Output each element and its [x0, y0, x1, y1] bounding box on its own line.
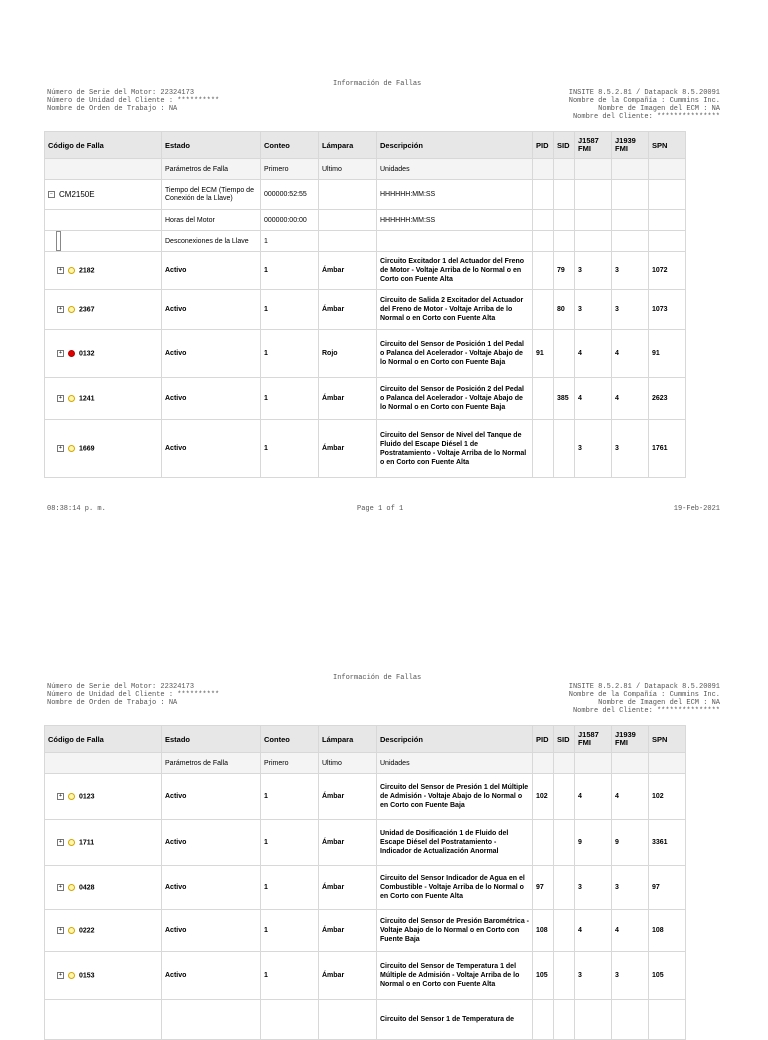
subheader-cell: Ultimo — [319, 159, 377, 180]
param-label: Horas del Motor — [162, 210, 261, 231]
fault-pid — [533, 420, 554, 478]
fault-lamp: Ámbar — [319, 420, 377, 478]
fault-j1587-fmi: 4 — [575, 774, 612, 820]
fault-status: Activo — [162, 774, 261, 820]
fault-sid — [554, 420, 575, 478]
col-header: Estado — [162, 132, 261, 159]
col-header: SPN — [649, 726, 686, 753]
fault-lamp — [319, 1000, 377, 1040]
expand-icon[interactable]: + — [57, 972, 64, 979]
col-header: SID — [554, 726, 575, 753]
param-value: 1 — [261, 231, 319, 252]
col-header: J1587 FMI — [575, 132, 612, 159]
fault-count: 1 — [261, 820, 319, 866]
fault-status: Activo — [162, 866, 261, 910]
customer-name: Nombre del Cliente: *************** — [572, 113, 720, 121]
fault-j1939-fmi: 3 — [612, 420, 649, 478]
fault-sid — [554, 866, 575, 910]
fault-row[interactable] — [45, 952, 686, 1000]
fault-code-cell[interactable] — [45, 378, 162, 420]
footer-time: 08:38:14 p. m. — [47, 505, 106, 513]
customer-unit: Número de Unidad del Cliente : ********** — [47, 97, 220, 105]
fault-count: 1 — [261, 252, 319, 290]
fault-code: 1711 — [79, 839, 95, 847]
col-header: SPN — [649, 132, 686, 159]
fault-sid — [554, 820, 575, 866]
fault-j1939-fmi: 9 — [612, 820, 649, 866]
fault-code-cell[interactable] — [45, 774, 162, 820]
col-header: Código de Falla — [45, 132, 162, 159]
fault-status — [162, 1000, 261, 1040]
fault-sid — [554, 952, 575, 1000]
collapse-icon[interactable]: − — [48, 191, 55, 198]
report-title: Información de Fallas — [333, 80, 422, 88]
fault-count: 1 — [261, 378, 319, 420]
fault-row[interactable] — [45, 1000, 686, 1040]
report-title: Información de Fallas — [333, 674, 422, 682]
fault-status: Activo — [162, 820, 261, 866]
table-subheader-row — [45, 753, 686, 774]
amber-lamp-icon — [68, 927, 75, 934]
fault-spn: 97 — [649, 866, 686, 910]
fault-description: Circuito del Sensor de Nivel del Tanque de Fluido del Escape Diésel 1 de Postratamiento - Voltaje Arriba de lo Normal o en Corto con Fuente Alta — [377, 420, 533, 478]
col-header: Lámpara — [319, 132, 377, 159]
fault-code-cell[interactable] — [45, 910, 162, 952]
company-name: Nombre de la Compañía : Cummins Inc. — [568, 691, 720, 699]
param-value: 000000:00:00 — [261, 210, 319, 231]
fault-code: 2367 — [79, 306, 95, 314]
fault-j1587-fmi: 3 — [575, 866, 612, 910]
selection-box-icon — [56, 231, 61, 251]
fault-spn: 105 — [649, 952, 686, 1000]
fault-pid — [533, 378, 554, 420]
fault-row[interactable] — [45, 330, 686, 378]
fault-lamp: Ámbar — [319, 774, 377, 820]
fault-sid: 80 — [554, 290, 575, 330]
fault-lamp: Ámbar — [319, 290, 377, 330]
fault-code-cell[interactable] — [45, 952, 162, 1000]
fault-sid — [554, 1000, 575, 1040]
engine-serial: Número de Serie del Motor: 22324173 — [47, 683, 195, 691]
amber-lamp-icon — [68, 972, 75, 979]
fault-spn: 1073 — [649, 290, 686, 330]
amber-lamp-icon — [68, 445, 75, 452]
engine-info-left — [47, 683, 219, 707]
fault-code-cell[interactable] — [45, 1000, 162, 1040]
fault-lamp: Ámbar — [319, 866, 377, 910]
fault-j1587-fmi: 3 — [575, 420, 612, 478]
fault-code-cell[interactable] — [45, 866, 162, 910]
insite-version: INSITE 8.5.2.81 / Datapack 8.5.20091 — [568, 683, 720, 691]
customer-unit: Número de Unidad del Cliente : ********** — [47, 691, 220, 699]
fault-count: 1 — [261, 866, 319, 910]
col-header: PID — [533, 726, 554, 753]
fault-status: Activo — [162, 420, 261, 478]
fault-row[interactable] — [45, 820, 686, 866]
col-header: J1939 FMI — [612, 132, 649, 159]
amber-lamp-icon — [68, 839, 75, 846]
fault-description: Circuito del Sensor de Posición 1 del Pedal o Palanca del Acelerador - Voltaje Abajo de lo Normal o en Corto con Fuente Baja — [377, 330, 533, 378]
param-row — [45, 210, 686, 231]
fault-status: Activo — [162, 290, 261, 330]
fault-lamp: Ámbar — [319, 952, 377, 1000]
param-label: Desconexiones de la Llave — [162, 231, 261, 252]
expand-icon[interactable]: + — [57, 839, 64, 846]
fault-table — [44, 725, 686, 1040]
fault-j1587-fmi: 9 — [575, 820, 612, 866]
fault-description: Unidad de Dosificación 1 de Fluido del Escape Diésel del Postratamiento - Indicador de Actualización Anormal — [377, 820, 533, 866]
subheader-cell: Primero — [261, 159, 319, 180]
fault-rows — [45, 252, 686, 478]
param-units — [377, 231, 533, 252]
fault-pid: 108 — [533, 910, 554, 952]
fault-j1587-fmi: 3 — [575, 952, 612, 1000]
fault-j1939-fmi: 4 — [612, 330, 649, 378]
subheader-cell: Unidades — [377, 753, 533, 774]
footer-page: Page 1 of 1 — [357, 505, 404, 513]
param-units: HHHHHH:MM:SS — [377, 210, 533, 231]
expand-icon[interactable]: + — [57, 267, 64, 274]
ecm-cell[interactable] — [45, 180, 162, 210]
col-header: SID — [554, 132, 575, 159]
fault-code: 2182 — [79, 267, 95, 275]
fault-lamp: Rojo — [319, 330, 377, 378]
expand-icon[interactable]: + — [57, 350, 64, 357]
fault-sid: 79 — [554, 252, 575, 290]
red-lamp-icon — [68, 350, 75, 357]
ecm-row — [45, 180, 686, 210]
fault-row[interactable] — [45, 290, 686, 330]
table-header-row — [45, 726, 686, 753]
fault-code: 0428 — [79, 884, 95, 892]
fault-count: 1 — [261, 420, 319, 478]
fault-description: Circuito del Sensor de Temperatura 1 del Múltiple de Admisión - Voltaje Arriba de lo Normal o en Corto con Fuente Alta — [377, 952, 533, 1000]
col-header: J1587 FMI — [575, 726, 612, 753]
fault-status: Activo — [162, 910, 261, 952]
work-order: Nombre de Orden de Trabajo : NA — [47, 699, 178, 707]
fault-count: 1 — [261, 774, 319, 820]
fault-spn: 1072 — [649, 252, 686, 290]
fault-lamp: Ámbar — [319, 378, 377, 420]
fault-j1939-fmi: 3 — [612, 252, 649, 290]
fault-rows — [45, 774, 686, 1040]
fault-row[interactable] — [45, 910, 686, 952]
fault-description: Circuito de Salida 2 Excitador del Actuador del Freno de Motor - Voltaje Arriba de lo Normal o en Corto con Fuente Alta — [377, 290, 533, 330]
fault-j1939-fmi: 3 — [612, 866, 649, 910]
fault-code-cell[interactable] — [45, 290, 162, 330]
fault-sid — [554, 774, 575, 820]
ecm-image-name: Nombre de Imagen del ECM : NA — [598, 105, 720, 113]
fault-status: Activo — [162, 252, 261, 290]
fault-pid — [533, 252, 554, 290]
fault-j1939-fmi: 3 — [612, 952, 649, 1000]
col-header: Descripción — [377, 132, 533, 159]
fault-code: 0222 — [79, 927, 95, 935]
fault-spn: 102 — [649, 774, 686, 820]
param-units: HHHHHH:MM:SS — [377, 180, 533, 210]
amber-lamp-icon — [68, 306, 75, 313]
param-value: 000000:52:55 — [261, 180, 319, 210]
fault-spn: 108 — [649, 910, 686, 952]
fault-description: Circuito del Sensor de Presión 1 del Múltiple de Admisión - Voltaje Abajo de lo Normal o en Corto con Fuente Baja — [377, 774, 533, 820]
fault-spn: 2623 — [649, 378, 686, 420]
fault-j1939-fmi: 4 — [612, 774, 649, 820]
fault-code-cell[interactable] — [45, 252, 162, 290]
expand-icon[interactable]: + — [57, 306, 64, 313]
col-header: Lámpara — [319, 726, 377, 753]
fault-code: 1241 — [79, 395, 95, 403]
fault-description: Circuito del Sensor de Presión Barométrica - Voltaje Abajo de lo Normal o en Corto con Fuente Baja — [377, 910, 533, 952]
fault-table — [44, 131, 686, 478]
fault-pid: 102 — [533, 774, 554, 820]
fault-code: 0153 — [79, 972, 95, 980]
amber-lamp-icon — [68, 884, 75, 891]
fault-row[interactable] — [45, 774, 686, 820]
fault-lamp: Ámbar — [319, 820, 377, 866]
expand-icon[interactable]: + — [57, 927, 64, 934]
expand-icon[interactable]: + — [57, 395, 64, 402]
fault-lamp: Ámbar — [319, 910, 377, 952]
engine-serial: Número de Serie del Motor: 22324173 — [47, 89, 195, 97]
col-header: Estado — [162, 726, 261, 753]
subheader-cell: Parámetros de Falla — [162, 753, 261, 774]
col-header: J1939 FMI — [612, 726, 649, 753]
fault-sid — [554, 910, 575, 952]
fault-lamp: Ámbar — [319, 252, 377, 290]
amber-lamp-icon — [68, 267, 75, 274]
col-header: Código de Falla — [45, 726, 162, 753]
fault-status: Activo — [162, 952, 261, 1000]
col-header: Conteo — [261, 726, 319, 753]
fault-j1939-fmi: 4 — [612, 910, 649, 952]
fault-j1587-fmi: 4 — [575, 378, 612, 420]
fault-count — [261, 1000, 319, 1040]
fault-description: Circuito Excitador 1 del Actuador del Freno de Motor - Voltaje Arriba de lo Normal o en Corto con Fuente Alta — [377, 252, 533, 290]
fault-spn: 3361 — [649, 820, 686, 866]
fault-count: 1 — [261, 910, 319, 952]
subheader-cell: Primero — [261, 753, 319, 774]
fault-description: Circuito del Sensor Indicador de Agua en el Combustible - Voltaje Arriba de lo Normal o en Corto con Fuente Alta — [377, 866, 533, 910]
fault-count: 1 — [261, 952, 319, 1000]
subheader-cell: Ultimo — [319, 753, 377, 774]
fault-row[interactable] — [45, 420, 686, 478]
fault-code-cell[interactable] — [45, 820, 162, 866]
fault-sid: 385 — [554, 378, 575, 420]
fault-count: 1 — [261, 330, 319, 378]
param-row — [45, 231, 686, 252]
fault-description: Circuito del Sensor 1 de Temperatura de — [377, 1000, 533, 1040]
fault-spn: 1761 — [649, 420, 686, 478]
company-name: Nombre de la Compañía : Cummins Inc. — [568, 97, 720, 105]
fault-j1587-fmi: 3 — [575, 290, 612, 330]
expand-icon[interactable]: + — [57, 445, 64, 452]
fault-status: Activo — [162, 378, 261, 420]
fault-j1939-fmi: 4 — [612, 378, 649, 420]
amber-lamp-icon — [68, 793, 75, 800]
table-header-row — [45, 132, 686, 159]
work-order: Nombre de Orden de Trabajo : NA — [47, 105, 178, 113]
col-header: Conteo — [261, 132, 319, 159]
fault-pid — [533, 820, 554, 866]
subheader-cell: Unidades — [377, 159, 533, 180]
insite-version: INSITE 8.5.2.81 / Datapack 8.5.20091 — [568, 89, 720, 97]
fault-row[interactable] — [45, 378, 686, 420]
customer-name: Nombre del Cliente: *************** — [572, 707, 720, 715]
amber-lamp-icon — [68, 395, 75, 402]
fault-spn — [649, 1000, 686, 1040]
fault-code: 0132 — [79, 350, 95, 358]
fault-spn: 91 — [649, 330, 686, 378]
param-label: Tiempo del ECM (Tiempo de Conexión de la Llave) — [162, 180, 261, 210]
fault-j1587-fmi — [575, 1000, 612, 1040]
fault-j1587-fmi: 4 — [575, 330, 612, 378]
ecm-name: CM2150E — [59, 190, 95, 199]
ecm-image-name: Nombre de Imagen del ECM : NA — [598, 699, 720, 707]
fault-code-cell[interactable] — [45, 330, 162, 378]
engine-info-right — [569, 89, 720, 121]
fault-code-cell[interactable] — [45, 420, 162, 478]
subheader-cell: Parámetros de Falla — [162, 159, 261, 180]
col-header: Descripción — [377, 726, 533, 753]
expand-icon[interactable]: + — [57, 793, 64, 800]
fault-description: Circuito del Sensor de Posición 2 del Pedal o Palanca del Acelerador - Voltaje Abajo de lo Normal o en Corto con Fuente Baja — [377, 378, 533, 420]
fault-j1939-fmi: 3 — [612, 290, 649, 330]
fault-j1587-fmi: 4 — [575, 910, 612, 952]
table-subheader-row — [45, 159, 686, 180]
engine-info-left — [47, 89, 219, 113]
fault-j1939-fmi — [612, 1000, 649, 1040]
fault-row[interactable] — [45, 252, 686, 290]
fault-pid — [533, 1000, 554, 1040]
fault-pid: 105 — [533, 952, 554, 1000]
fault-pid: 91 — [533, 330, 554, 378]
fault-status: Activo — [162, 330, 261, 378]
fault-code: 0123 — [79, 793, 95, 801]
fault-sid — [554, 330, 575, 378]
fault-count: 1 — [261, 290, 319, 330]
engine-info-right — [569, 683, 720, 715]
fault-row[interactable] — [45, 866, 686, 910]
fault-code: 1669 — [79, 445, 95, 453]
expand-icon[interactable]: + — [57, 884, 64, 891]
fault-j1587-fmi: 3 — [575, 252, 612, 290]
fault-pid — [533, 290, 554, 330]
col-header: PID — [533, 132, 554, 159]
fault-pid: 97 — [533, 866, 554, 910]
footer-date: 19-Feb-2021 — [673, 505, 720, 513]
